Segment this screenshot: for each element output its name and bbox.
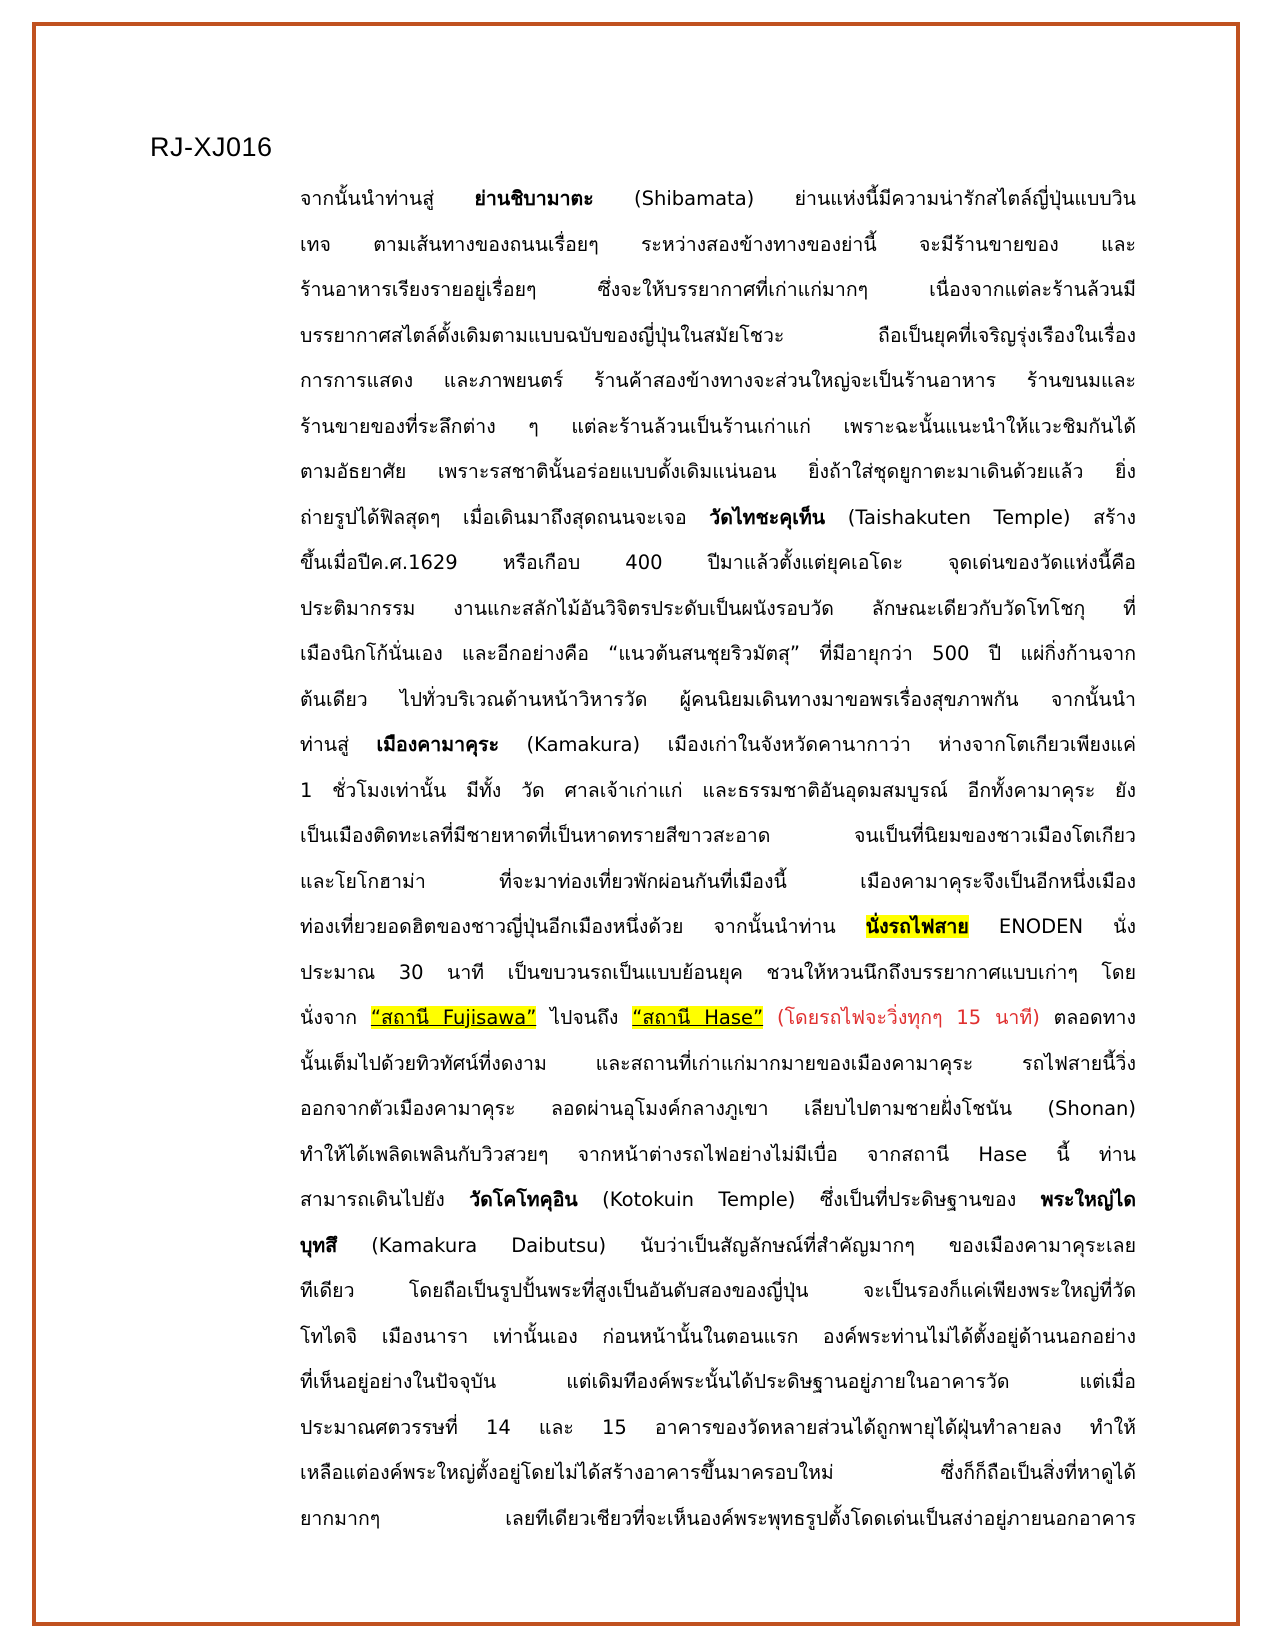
text-line [300, 722, 1136, 768]
text-segment: ร้านขายของที่ระลึกต่าง ๆ แต่ละร้านล้วนเป็นร้านเก่าแก่ เพราะฉะนั้นแนะนำให้แวะชิมกันได้ [300, 414, 1136, 438]
text-segment: เทจ ตามเส้นทางของถนนเรื่อยๆ ระหว่างสองข้างทางของย่านี้ จะมีร้านขายของ และ [300, 232, 1136, 256]
text-line [300, 1268, 1136, 1314]
document-code: RJ-XJ016 [150, 132, 273, 162]
text-segment: ตามอัธยาศัย เพราะรสชาตินั้นอร่อยแบบดั้งเดิมแน่นอน ยิ่งถ้าใส่ชุดยูกาตะมาเดินด้วยแล้ว ยิ่ง [300, 460, 1136, 483]
text-line [300, 631, 1136, 677]
text-segment: (Taishakuten Temple) สร้าง [825, 505, 1136, 529]
text-line [300, 1405, 1136, 1451]
text-line [300, 267, 1136, 313]
text-line [300, 1177, 1136, 1223]
bold-text: วัดไทชะคุเท็น [709, 505, 826, 529]
text-line [300, 540, 1136, 586]
bold-text: พระใหญ่ได [1040, 1188, 1136, 1211]
text-line [300, 495, 1136, 541]
text-segment: นั่งจาก [300, 1006, 371, 1029]
highlighted-text: นั่งรถไฟสาย [865, 915, 969, 938]
text-segment [763, 1006, 777, 1029]
text-segment: เหลือแต่องค์พระใหญ่ตั้งอยู่โดยไม่ได้สร้างอาคารขึ้นมาครอบใหม่ ซึ่งก็ก็ถือเป็นสิ่งที่หาดูได้ [300, 1461, 1136, 1484]
body-paragraph [300, 176, 1136, 1541]
text-segment: เป็นเมืองติดทะเลที่มีชายหาดที่เป็นหาดทรายสีขาวสะอาด จนเป็นที่นิยมของชาวเมืองโตเกียว [300, 824, 1136, 847]
text-segment: ประติมากรรม งานแกะสลักไม้อันวิจิตรประดับเป็นผนังรอบวัด ลักษณะเดียวกับวัดโทโชกุ ที่ [300, 596, 1136, 620]
text-segment: ขึ้นเมื่อปีค.ศ.1629 หรือเกือบ 400 ปีมาแล้วตั้งแต่ยุคเอโดะ จุดเด่นของวัดแห่งนี้คือ [300, 551, 1136, 574]
text-segment: (Kamakura) เมืองเก่าในจังหวัดคานากาว่า ห่างจากโตเกียวเพียงแค่ [499, 733, 1137, 756]
text-line [300, 358, 1136, 404]
text-segment: (Kamakura Daibutsu) นับว่าเป็นสัญลักษณ์ที่สำคัญมากๆ ของเมืองคามาคุระเลย [337, 1233, 1136, 1257]
bold-text: เมืองคามาคุระ [376, 733, 500, 756]
text-segment: ENODEN นั่ง [968, 915, 1136, 938]
text-line [300, 1496, 1136, 1542]
text-segment: (Shibamata) ย่านแห่งนี้มีความน่ารักสไตล์ญี่ปุ่นแบบวิน [593, 187, 1137, 210]
text-segment: นั้นเต็มไปด้วยทิวทัศน์ที่งดงาม และสถานที่เก่าแก่มากมายของเมืองคามาคุระ รถไฟสายนี้วิ่ง [300, 1051, 1136, 1075]
text-segment: ท่านสู่ [300, 733, 377, 756]
text-line [300, 950, 1136, 996]
text-segment: ถ่ายรูปได้ฟิลสุดๆ เมื่อเดินมาถึงสุดถนนจะเจอ [300, 505, 710, 529]
text-line [300, 1086, 1136, 1132]
text-segment: ตลอดทาง [1039, 1006, 1136, 1029]
text-segment: ออกจากตัวเมืองคามาคุระ ลอดผ่านอุโมงค์กลางภูเขา เลียบไปตามชายฝั่งโชนัน (Shonan) [300, 1097, 1136, 1120]
bold-text: ย่านชิบามาตะ [474, 187, 594, 210]
text-line [300, 176, 1136, 222]
text-line [300, 1132, 1136, 1178]
text-segment: ร้านอาหารเรียงรายอยู่เรื่อยๆ ซึ่งจะให้บรรยากาศที่เก่าแก่มากๆ เนื่องจากแต่ละร้านล้วนมี [300, 278, 1136, 301]
text-line [300, 1450, 1136, 1496]
text-segment: โทไดจิ เมืองนารา เท่านั้นเอง ก่อนหน้านั้นในตอนแรก องค์พระท่านไม่ได้ตั้งอยู่ด้านนอกอย่าง [300, 1324, 1136, 1348]
text-line [300, 313, 1136, 359]
text-line [300, 586, 1136, 632]
text-line [300, 222, 1136, 268]
bold-text: วัดโคโทคุอิน [469, 1188, 578, 1211]
text-line [300, 1314, 1136, 1360]
text-segment: บรรยากาศสไตล์ดั้งเดิมตามแบบฉบับของญี่ปุ่นในสมัยโชวะ ถือเป็นยุคที่เจริญรุ่งเรืองในเรื่อง [300, 323, 1136, 347]
text-line [300, 768, 1136, 814]
text-segment: (Kotokuin Temple) ซึ่งเป็นที่ประดิษฐานของ [577, 1188, 1041, 1211]
text-segment: ประมาณ 30 นาที เป็นขบวนรถเป็นแบบย้อนยุค ชวนให้หวนนึกถึงบรรยากาศแบบเก่าๆ โดย [300, 960, 1136, 984]
text-line [300, 904, 1136, 950]
text-segment: จากนั้นนำท่านสู่ [300, 187, 475, 210]
red-note: (โดยรถไฟจะวิ่งทุกๆ 15 นาที) [776, 1006, 1040, 1029]
text-segment: ทำให้ได้เพลิดเพลินกับวิวสวยๆ จากหน้าต่างรถไฟอย่างไม่มีเบื่อ จากสถานี Hase นี้ ท่าน [300, 1142, 1136, 1166]
text-line [300, 1359, 1136, 1405]
highlighted-text: “สถานี Hase” [632, 1006, 764, 1029]
bold-text: บุทสึ [300, 1233, 338, 1257]
text-segment: ทีเดียว โดยถือเป็นรูปปั้นพระที่สูงเป็นอันดับสองของญี่ปุ่น จะเป็นรองก็แค่เพียงพระใหญ่ที่วัด [300, 1279, 1136, 1302]
text-segment: 1 ชั่วโมงเท่านั้น มีทั้ง วัด ศาลเจ้าเก่าแก่ และธรรมชาติอันอุดมสมบูรณ์ อีกทั้งคามาคุระ ยัง [300, 778, 1136, 802]
text-line [300, 449, 1136, 495]
text-segment: การการแสดง และภาพยนตร์ ร้านค้าสองข้างทางจะส่วนใหญ่จะเป็นร้านอาหาร ร้านขนมและ [300, 369, 1136, 392]
text-line [300, 813, 1136, 859]
text-line [300, 404, 1136, 450]
text-segment: เมืองนิกโก้นั่นเอง และอีกอย่างคือ “แนวต้นสนชุยริวมัตสุ” ที่มีอายุกว่า 500 ปี แผ่กิ่งก้านจาก [300, 642, 1136, 665]
text-segment: ประมาณศตวรรษที่ 14 และ 15 อาคารของวัดหลายส่วนได้ถูกพายุได้ฝุ่นทำลายลง ทำให้ [300, 1415, 1136, 1439]
text-segment: ไปจนถึง [536, 1006, 633, 1029]
text-segment: ที่เห็นอยู่อย่างในปัจจุบัน แต่เดิมทีองค์พระนั้นได้ประดิษฐานอยู่ภายในอาคารวัด แต่เมื่อ [300, 1370, 1136, 1393]
text-segment: ต้นเดียว ไปทั่วบริเวณด้านหน้าวิหารวัด ผู้คนนิยมเดินทางมาขอพรเรื่องสุขภาพกัน จากนั้นนำ [300, 687, 1136, 711]
highlighted-text: “สถานี Fujisawa” [370, 1006, 537, 1029]
text-line [300, 995, 1136, 1041]
text-segment: สามารถเดินไปยัง [300, 1188, 470, 1211]
text-line [300, 677, 1136, 723]
text-segment: ยากมากๆ เลยทีเดียวเชียวที่จะเห็นองค์พระพุทธรูปตั้งโดดเด่นเป็นสง่าอยู่ภายนอกอาคาร [300, 1506, 1136, 1530]
text-segment: และโยโกฮาม่า ที่จะมาท่องเที่ยวพักผ่อนกันที่เมืองนี้ เมืองคามาคุระจึงเป็นอีกหนึ่งเมือง [300, 869, 1136, 893]
text-line [300, 859, 1136, 905]
text-line [300, 1223, 1136, 1269]
text-segment: ท่องเที่ยวยอดฮิตของชาวญี่ปุ่นอีกเมืองหนึ่งด้วย จากนั้นนำท่าน [300, 915, 866, 938]
text-line [300, 1041, 1136, 1087]
